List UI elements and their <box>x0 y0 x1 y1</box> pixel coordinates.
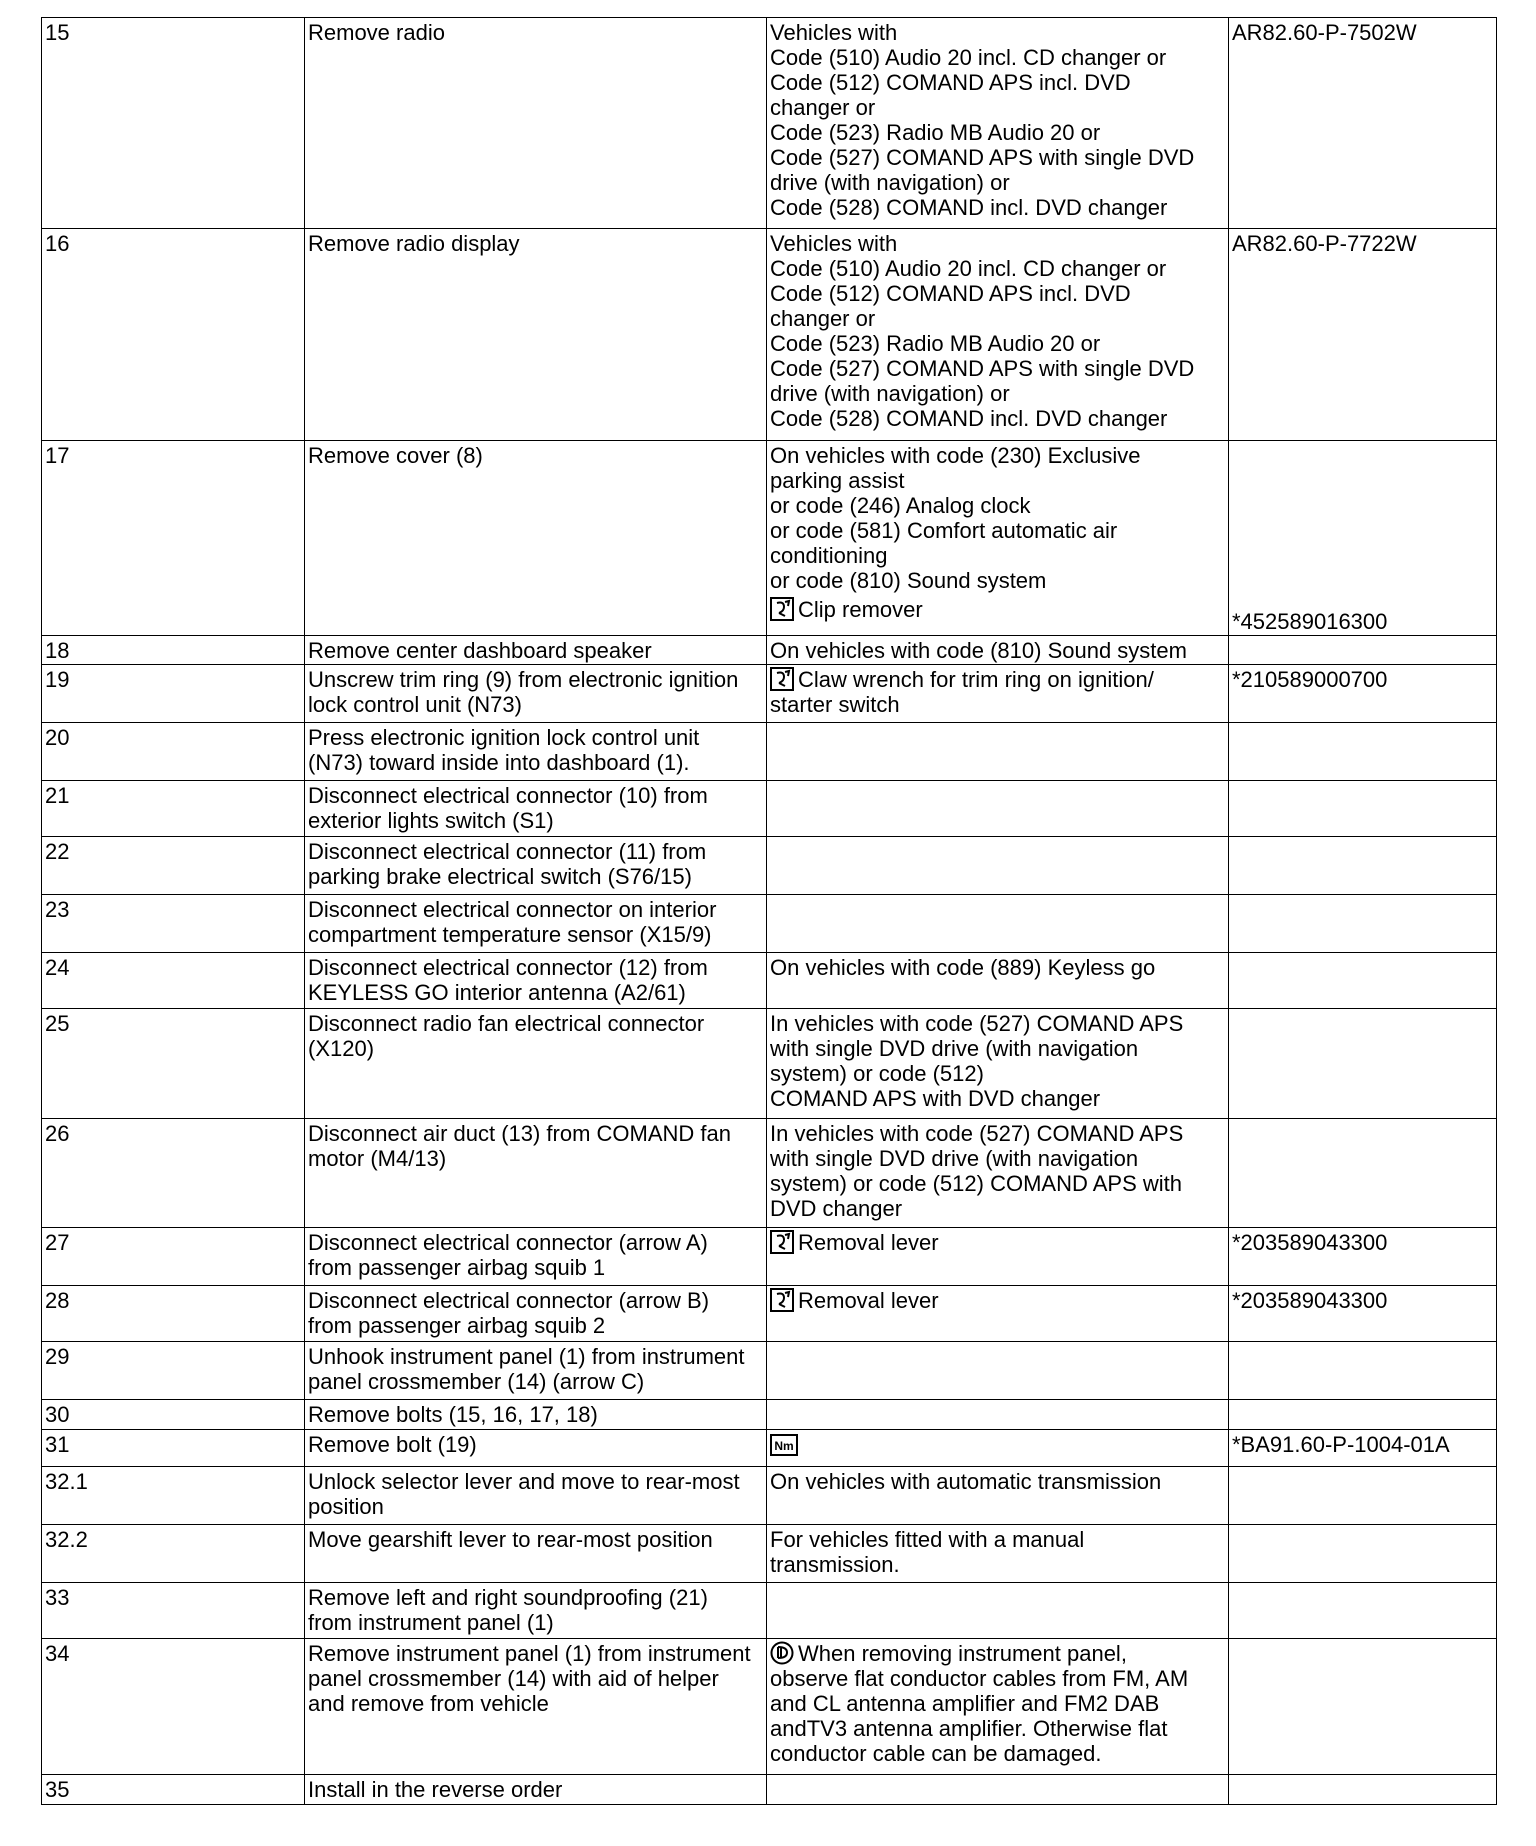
reference-link[interactable]: *BA91.60-P-1004-01A <box>1229 1430 1497 1467</box>
reference-cell <box>1229 1400 1497 1430</box>
operation-line: Disconnect air duct (13) from COMAND fan <box>308 1121 732 1146</box>
operation-cell <box>305 1583 767 1639</box>
note-line: In vehicles with code (527) COMAND APS <box>770 1121 1184 1146</box>
reference-cell <box>1229 1119 1497 1228</box>
operation-line: Disconnect radio fan electrical connector <box>308 1011 705 1036</box>
operation-line: from instrument panel (1) <box>308 1610 554 1635</box>
table-row <box>42 1228 1497 1286</box>
notes-cell <box>767 1639 1229 1775</box>
note-line: system) or code (512) COMAND APS with <box>770 1171 1183 1196</box>
operation-line: lock control unit (N73) <box>308 692 522 717</box>
note-line: changer or <box>770 306 876 331</box>
operation-line: Disconnect electrical connector (11) from <box>308 839 707 864</box>
step-number: 15 <box>42 18 305 229</box>
operation-line: Press electronic ignition lock control unit <box>308 725 700 750</box>
note-line: For vehicles fitted with a manual <box>770 1527 1085 1552</box>
table-row <box>42 18 1497 229</box>
operation-text: Remove radio display <box>305 229 767 441</box>
step-number: 28 <box>42 1286 305 1342</box>
note-line: with single DVD drive (with navigation <box>770 1036 1139 1061</box>
step-number: 21 <box>42 781 305 837</box>
step-number: 31 <box>42 1430 305 1467</box>
tool-label-cont: starter switch <box>770 692 900 717</box>
table-row <box>42 1775 1497 1805</box>
note-line: parking assist <box>770 468 905 493</box>
reference-cell <box>1229 781 1497 837</box>
operation-line: (N73) toward inside into dashboard (1). <box>308 750 690 775</box>
notes-cell <box>767 837 1229 895</box>
notes-cell <box>767 636 1229 665</box>
note-line: Code (523) Radio MB Audio 20 or <box>770 331 1101 356</box>
notes-cell <box>767 1400 1229 1430</box>
note-line: Code (528) COMAND incl. DVD changer <box>770 406 1168 431</box>
operation-cell <box>305 1525 767 1583</box>
table-row <box>42 781 1497 837</box>
note-line: On vehicles with code (810) Sound system <box>770 638 1187 663</box>
procedure-table <box>41 17 1497 1805</box>
notes-cell <box>767 1119 1229 1228</box>
note-line: COMAND APS with DVD changer <box>770 1086 1101 1111</box>
operation-line: parking brake electrical switch (S76/15) <box>308 864 692 889</box>
note-line: On vehicles with code (889) Keyless go <box>770 955 1156 980</box>
table-row <box>42 441 1497 636</box>
notes-cell <box>767 18 1229 229</box>
operation-cell <box>305 1342 767 1400</box>
reference-cell <box>1229 723 1497 781</box>
table-row <box>42 1583 1497 1639</box>
reference-link[interactable]: *452589016300 <box>1232 609 1388 634</box>
note-line: DVD changer <box>770 1196 903 1221</box>
operation-line: compartment temperature sensor (X15/9) <box>308 922 712 947</box>
notes-cell <box>767 1583 1229 1639</box>
reference-cell <box>1229 1467 1497 1525</box>
notes-cell <box>767 1430 1229 1467</box>
operation-line: panel crossmember (14) with aid of helper <box>308 1666 719 1691</box>
torque-label: Nm <box>774 1439 794 1453</box>
note-line: Code (512) COMAND APS incl. DVD <box>770 281 1131 306</box>
note-line: Code (528) COMAND incl. DVD changer <box>770 195 1168 220</box>
operation-line: Disconnect electrical connector (12) from <box>308 955 708 980</box>
operation-cell <box>305 1775 767 1805</box>
step-number: 29 <box>42 1342 305 1400</box>
operation-line: Disconnect electrical connector (arrow A) <box>308 1230 708 1255</box>
reference-link[interactable]: *203589043300 <box>1229 1228 1497 1286</box>
operation-line: KEYLESS GO interior antenna (A2/61) <box>308 980 686 1005</box>
operation-text: Remove center dashboard speaker <box>305 636 767 665</box>
operation-line: Unhook instrument panel (1) from instrument <box>308 1344 745 1369</box>
step-number: 27 <box>42 1228 305 1286</box>
operation-cell <box>305 1228 767 1286</box>
step-number: 19 <box>42 665 305 723</box>
reference-link[interactable]: *210589000700 <box>1229 665 1497 723</box>
operation-text: Remove cover (8) <box>305 441 767 636</box>
note-line: or code (581) Comfort automatic air <box>770 518 1118 543</box>
operation-cell <box>305 1009 767 1119</box>
table-row <box>42 1639 1497 1775</box>
note-line: When removing instrument panel, <box>798 1641 1127 1666</box>
step-number: 33 <box>42 1583 305 1639</box>
tool-label: Claw wrench for trim ring on ignition/ <box>798 667 1154 692</box>
notes-cell <box>767 1286 1229 1342</box>
notes-cell <box>767 723 1229 781</box>
note-line: Code (527) COMAND APS with single DVD <box>770 145 1195 170</box>
note-line: Code (512) COMAND APS incl. DVD <box>770 70 1131 95</box>
note-line: In vehicles with code (527) COMAND APS <box>770 1011 1184 1036</box>
note-line: system) or code (512) <box>770 1061 984 1086</box>
torque-icon <box>770 1434 798 1456</box>
operation-cell <box>305 895 767 953</box>
operation-line: position <box>308 1494 384 1519</box>
step-number: 32.1 <box>42 1467 305 1525</box>
operation-cell <box>305 781 767 837</box>
operation-cell <box>305 1119 767 1228</box>
reference-link[interactable]: *203589043300 <box>1229 1286 1497 1342</box>
step-number: 17 <box>42 441 305 636</box>
note-line: and CL antenna amplifier and FM2 DAB <box>770 1691 1160 1716</box>
notes-cell <box>767 781 1229 837</box>
operation-cell <box>305 1467 767 1525</box>
note-line: or code (246) Analog clock <box>770 493 1031 518</box>
operation-line: Unlock selector lever and move to rear-most <box>308 1469 740 1494</box>
table-row <box>42 1525 1497 1583</box>
operation-cell <box>305 1639 767 1775</box>
table-row <box>42 723 1497 781</box>
tool-icon <box>770 667 794 691</box>
table-row <box>42 837 1497 895</box>
notes-cell <box>767 229 1229 441</box>
note-line: andTV3 antenna amplifier. Otherwise flat <box>770 1716 1168 1741</box>
reference-cell <box>1229 837 1497 895</box>
table-row <box>42 1119 1497 1228</box>
operation-line: from passenger airbag squib 1 <box>308 1255 606 1280</box>
table-row <box>42 1467 1497 1525</box>
step-number: 32.2 <box>42 1525 305 1583</box>
operation-cell <box>305 1286 767 1342</box>
step-number: 22 <box>42 837 305 895</box>
notes-cell <box>767 1467 1229 1525</box>
operation-line: Install in the reverse order <box>308 1777 563 1802</box>
operation-line: panel crossmember (14) (arrow C) <box>308 1369 645 1394</box>
reference-cell <box>1229 1775 1497 1805</box>
reference-cell <box>1229 1525 1497 1583</box>
operation-line: Remove instrument panel (1) from instrument <box>308 1641 751 1666</box>
operation-line: Disconnect electrical connector (10) from <box>308 783 708 808</box>
tool-label: Removal lever <box>798 1288 939 1313</box>
table-row <box>42 1400 1497 1430</box>
note-line: Vehicles with <box>770 231 898 256</box>
operation-line: Remove bolts (15, 16, 17, 18) <box>308 1402 598 1427</box>
step-number: 35 <box>42 1775 305 1805</box>
operation-cell <box>305 1430 767 1467</box>
notes-cell <box>767 665 1229 723</box>
note-line: drive (with navigation) or <box>770 381 1010 406</box>
table-row <box>42 636 1497 665</box>
step-number: 25 <box>42 1009 305 1119</box>
notes-cell <box>767 1228 1229 1286</box>
table-row <box>42 665 1497 723</box>
reference-cell <box>1229 895 1497 953</box>
note-line: On vehicles with code (230) Exclusive <box>770 443 1141 468</box>
note-line: Code (527) COMAND APS with single DVD <box>770 356 1195 381</box>
note-line: with single DVD drive (with navigation <box>770 1146 1139 1171</box>
notes-cell <box>767 1525 1229 1583</box>
notes-cell <box>767 1342 1229 1400</box>
reference-cell <box>1229 441 1497 636</box>
table-row <box>42 1342 1497 1400</box>
operation-line: Remove bolt (19) <box>308 1432 477 1457</box>
step-number: 20 <box>42 723 305 781</box>
step-number: 30 <box>42 1400 305 1430</box>
reference-cell <box>1229 1639 1497 1775</box>
tool-icon <box>770 1230 794 1254</box>
reference-cell <box>1229 636 1497 665</box>
note-line: conductor cable can be damaged. <box>770 1741 1102 1766</box>
operation-line: motor (M4/13) <box>308 1146 447 1171</box>
operation-cell <box>305 1400 767 1430</box>
operation-line: from passenger airbag squib 2 <box>308 1313 606 1338</box>
operation-cell <box>305 665 767 723</box>
note-line: On vehicles with automatic transmission <box>770 1469 1162 1494</box>
reference-cell <box>1229 1342 1497 1400</box>
table-row <box>42 953 1497 1009</box>
operation-cell <box>305 953 767 1009</box>
operation-line: Disconnect electrical connector (arrow B) <box>308 1288 710 1313</box>
table-row <box>42 229 1497 441</box>
note-line: Code (510) Audio 20 incl. CD changer or <box>770 256 1167 281</box>
operation-line: Remove left and right soundproofing (21) <box>308 1585 708 1610</box>
note-line: Vehicles with <box>770 20 898 45</box>
caution-icon <box>770 1641 794 1665</box>
operation-cell <box>305 837 767 895</box>
note-line: Code (523) Radio MB Audio 20 or <box>770 120 1101 145</box>
table-row <box>42 895 1497 953</box>
tool-icon <box>770 1288 794 1312</box>
tool-label: Removal lever <box>798 1230 939 1255</box>
table-row <box>42 1009 1497 1119</box>
step-number: 24 <box>42 953 305 1009</box>
reference-cell <box>1229 953 1497 1009</box>
operation-line: Move gearshift lever to rear-most position <box>308 1527 713 1552</box>
step-number: 26 <box>42 1119 305 1228</box>
operation-line: Disconnect electrical connector on interior <box>308 897 717 922</box>
reference-link[interactable]: AR82.60-P-7502W <box>1229 18 1497 229</box>
notes-cell <box>767 441 1229 636</box>
note-line: or code (810) Sound system <box>770 568 1047 593</box>
reference-link[interactable]: AR82.60-P-7722W <box>1229 229 1497 441</box>
operation-line: exterior lights switch (S1) <box>308 808 554 833</box>
operation-line: and remove from vehicle <box>308 1691 549 1716</box>
tool-label: Clip remover <box>798 597 923 622</box>
step-number: 18 <box>42 636 305 665</box>
operation-text: Remove radio <box>305 18 767 229</box>
notes-cell <box>767 1775 1229 1805</box>
operation-line: (X120) <box>308 1036 375 1061</box>
tool-icon <box>770 597 794 621</box>
note-line: transmission. <box>770 1552 900 1577</box>
table-row <box>42 1286 1497 1342</box>
step-number: 16 <box>42 229 305 441</box>
note-line: conditioning <box>770 543 888 568</box>
notes-cell <box>767 953 1229 1009</box>
operation-line: Unscrew trim ring (9) from electronic ignition <box>308 667 739 692</box>
reference-cell <box>1229 1009 1497 1119</box>
reference-cell <box>1229 1583 1497 1639</box>
note-line: changer or <box>770 95 876 120</box>
note-line: observe flat conductor cables from FM, AM <box>770 1666 1189 1691</box>
notes-cell <box>767 895 1229 953</box>
note-line: drive (with navigation) or <box>770 170 1010 195</box>
notes-cell <box>767 1009 1229 1119</box>
note-line: Code (510) Audio 20 incl. CD changer or <box>770 45 1167 70</box>
step-number: 23 <box>42 895 305 953</box>
step-number: 34 <box>42 1639 305 1775</box>
operation-cell <box>305 723 767 781</box>
table-row <box>42 1430 1497 1467</box>
